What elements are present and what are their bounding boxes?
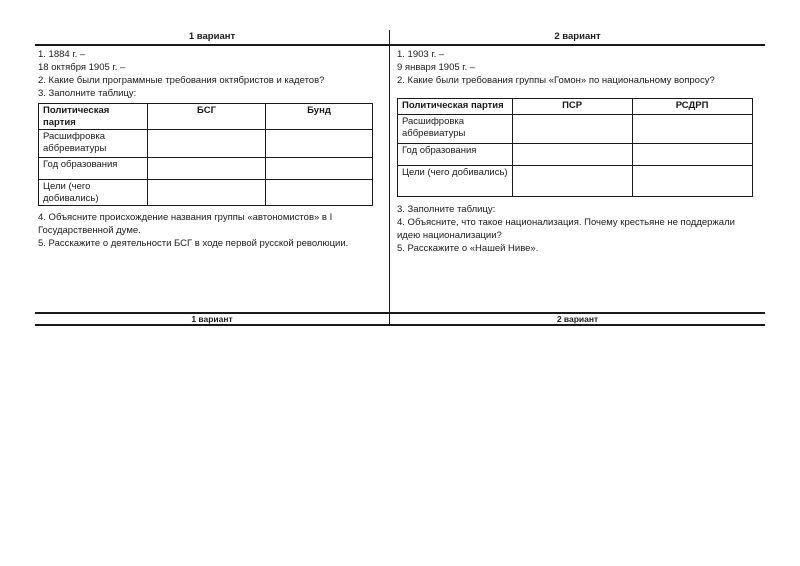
parties-table-variant-2	[397, 98, 753, 197]
column-header: ПСР	[512, 99, 632, 115]
table-row	[398, 166, 753, 197]
column-header: Политическая партия	[398, 99, 513, 115]
top-variant-header-row	[35, 30, 765, 46]
question-line: идею национализации?	[397, 230, 502, 241]
worksheet-table	[35, 30, 765, 326]
column-header: Политическая партия	[39, 104, 148, 130]
parties-table-variant-1	[38, 103, 373, 206]
question-line: 5. Расскажите о «Нашей Ниве».	[397, 243, 539, 254]
table-header-row	[398, 99, 753, 115]
table-cell-empty	[632, 166, 752, 197]
variant-1-header-bottom: 1 вариант	[35, 314, 390, 324]
variant-2-header-bottom: 2 вариант	[556, 314, 599, 324]
table-cell-empty	[266, 180, 373, 206]
row-label: Цели (чего добивались)	[398, 166, 513, 197]
row-label: Год образования	[39, 158, 148, 180]
question-line: 4. Объясните, что такое национализация. Почему крестьяне не поддержали	[397, 217, 735, 228]
question-line: 2. Какие были требования группы «Гомон» по национальному вопросу?	[397, 75, 715, 86]
question-line: 2. Какие были программные требования октябристов и кадетов?	[38, 75, 325, 86]
table-cell-empty	[266, 130, 373, 158]
row-label: Расшифровка аббревиатуры	[398, 115, 513, 144]
table-row	[39, 180, 373, 206]
row-label: Год образования	[398, 144, 513, 166]
table-header-row	[39, 104, 373, 130]
content-row	[35, 46, 765, 312]
table-cell-empty	[632, 115, 752, 144]
question-line: 1. 1903 г. –	[397, 49, 445, 60]
variant-2-header: 2 вариант	[554, 31, 601, 42]
question-line: Государственной думе.	[38, 225, 141, 236]
question-line: 18 октября 1905 г. –	[38, 62, 126, 73]
table-cell-empty	[512, 115, 632, 144]
question-line: 4. Объясните происхождение названия группы «автономистов» в I	[38, 212, 333, 223]
table-row	[39, 130, 373, 158]
question-line: 1. 1884 г. –	[38, 49, 86, 60]
table-cell-empty	[148, 158, 266, 180]
table-cell-empty	[148, 180, 266, 206]
table-cell-empty	[512, 144, 632, 166]
column-header: Бунд	[266, 104, 373, 130]
row-label: Цели (чего добивались)	[39, 180, 148, 206]
question-line: 3. Заполните таблицу:	[38, 88, 137, 99]
variant-1-column	[35, 46, 390, 312]
variant-2-column	[390, 46, 765, 312]
question-line: 5. Расскажите о деятельности БСГ в ходе первой русской революции.	[38, 238, 349, 249]
table-row	[398, 144, 753, 166]
table-cell-empty	[632, 144, 752, 166]
column-header: БСГ	[148, 104, 266, 130]
variant-1-header: 1 вариант	[35, 30, 390, 44]
bottom-variant-header-row	[35, 312, 765, 326]
table-cell-empty	[266, 158, 373, 180]
table-cell-empty	[148, 130, 266, 158]
table-row	[398, 115, 753, 144]
table-row	[39, 158, 373, 180]
question-line: 3. Заполните таблицу:	[397, 204, 496, 215]
question-line: 9 января 1905 г. –	[397, 62, 476, 73]
row-label: Расшифровка аббревиатуры	[39, 130, 148, 158]
table-cell-empty	[512, 166, 632, 197]
column-header: РСДРП	[632, 99, 752, 115]
